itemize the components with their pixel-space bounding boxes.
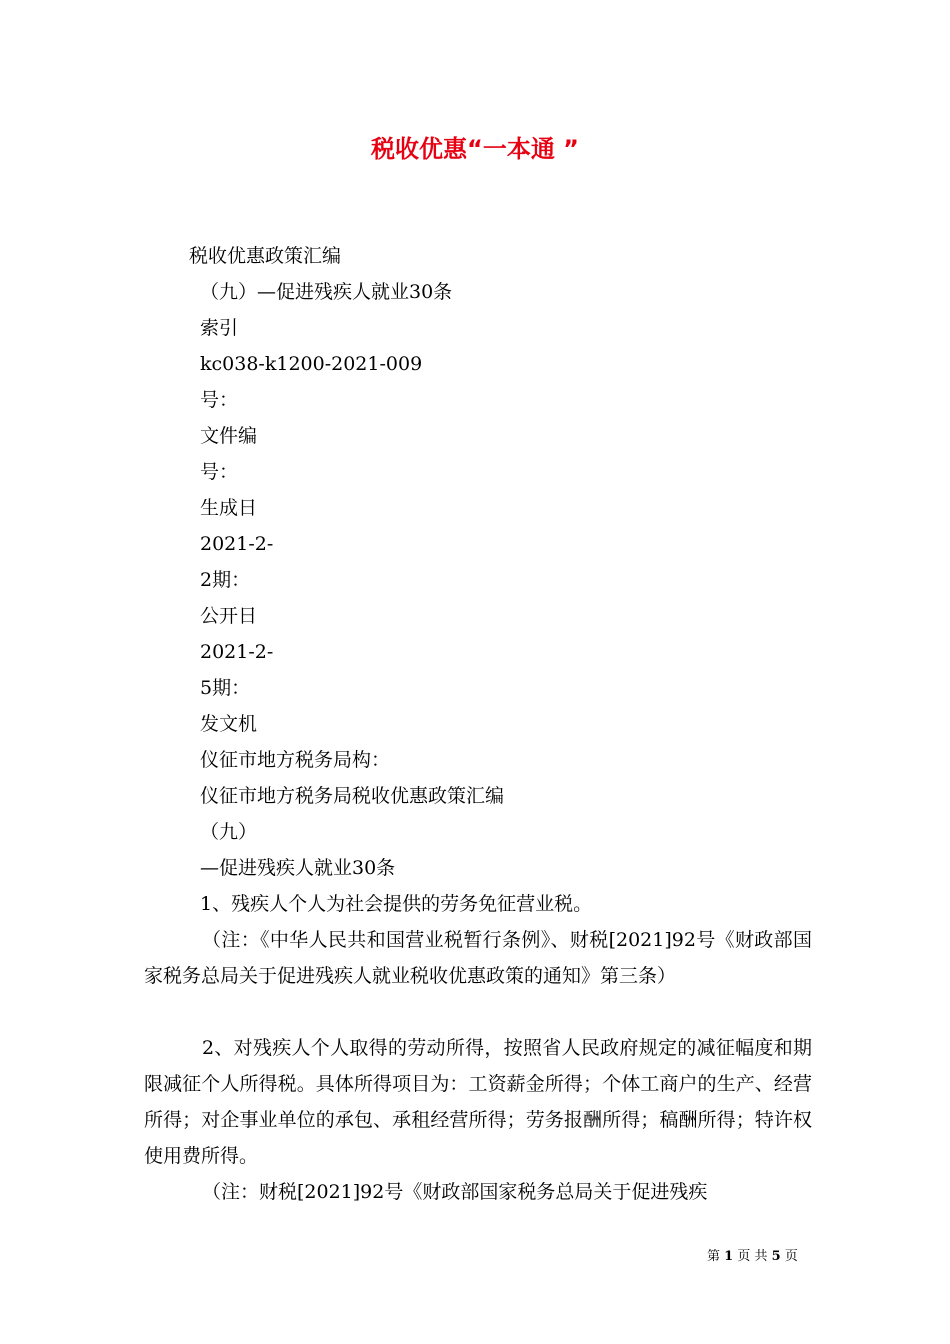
- text-line: kc038-k1200-2021-009: [200, 353, 423, 375]
- footer-prefix: 第: [707, 1249, 721, 1264]
- text-line: 公开日: [200, 605, 258, 627]
- text-line: 2021-2-: [200, 533, 274, 555]
- text-line: 号：: [200, 461, 239, 483]
- document-title: 税收优惠“一本通 ”: [371, 135, 579, 163]
- paragraph: （注：《中华人民共和国营业税暂行条例》、财税[2021]92号《财政部国家税务总局关于促进残疾人就业税收优惠政策的通知》第三条）: [144, 929, 812, 987]
- text-line: —促进残疾人就业30条: [200, 857, 396, 879]
- text-line: 文件编: [200, 425, 258, 447]
- footer-total-pages: 5: [771, 1249, 781, 1264]
- paragraph: 2、对残疾人个人取得的劳动所得，按照省人民政府规定的减征幅度和期限减征个人所得税。具体所得项目为：工资薪金所得；个体工商户的生产、经营所得；对企事业单位的承包、承租经营所得；劳务报酬所得；稿酬所得；特许权使用费所得。: [144, 1037, 812, 1167]
- text-line: 索引: [200, 317, 239, 339]
- footer-page-number: 1: [724, 1249, 734, 1264]
- paragraph: （注：财税[2021]92号《财政部国家税务总局关于促进残疾: [202, 1181, 708, 1203]
- text-line: 2021-2-: [200, 641, 274, 663]
- text-line: 2期：: [200, 569, 251, 591]
- text-line: 5期：: [200, 677, 251, 699]
- text-line: （九）—促进残疾人就业30条: [200, 281, 453, 303]
- text-line: 仪征市地方税务局税收优惠政策汇编: [200, 785, 505, 807]
- text-line: 号：: [200, 389, 239, 411]
- text-line: 仪征市地方税务局构：: [200, 749, 391, 771]
- text-line: 生成日: [200, 497, 258, 519]
- text-line: 税收优惠政策汇编: [189, 245, 342, 267]
- text-line: （九）: [200, 821, 258, 843]
- text-line: 发文机: [200, 713, 258, 735]
- text-line: 1、残疾人个人为社会提供的劳务免征营业税。: [200, 893, 593, 915]
- footer-middle: 页 共: [737, 1249, 768, 1264]
- page-footer: [707, 1248, 798, 1266]
- footer-suffix: 页: [784, 1249, 798, 1264]
